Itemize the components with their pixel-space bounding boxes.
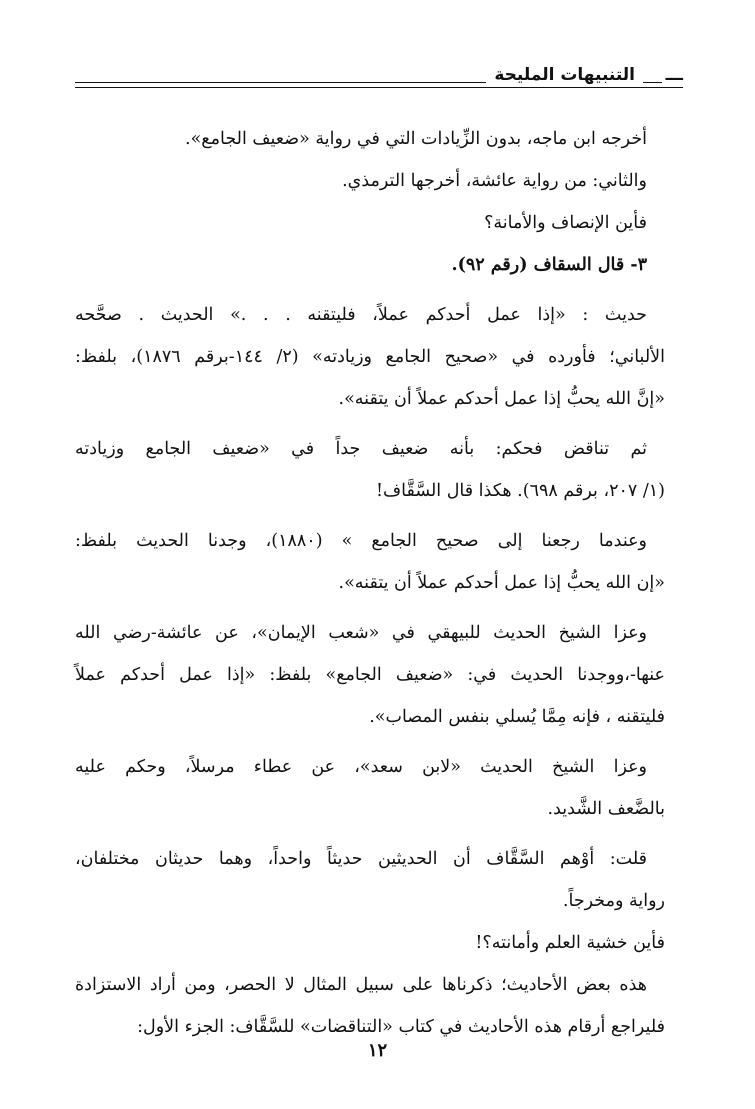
running-header-title: التنبيهات المليحة [486,64,643,86]
text-line: أخرجه ابن ماجه، بدون الزِّيادات التي في رواية «ضعيف الجامع». [185,129,647,149]
text-line: قلت: أوْهم السَّقَّاف أن الحديثين حديثاً واحداً، وهما حديثان مختلفان، [75,849,647,869]
paragraph [75,520,683,604]
text-line: وعزا الشيخ الحديث «لابن سعد»، عن عطاء مرسلاً، وحكم عليه [75,757,647,777]
paragraph [75,922,683,964]
text-line: وعندما رجعنا إلى صحيح الجامع » (١٨٨٠)، وجدنا الحديث بلفظ: [75,531,648,551]
body-text [75,118,683,1048]
text-line: فأين الإنصاف والأمانة؟ [484,213,647,233]
paragraph [75,746,683,830]
paragraph [75,202,683,244]
paragraph [75,612,683,738]
text-line: (١/ ٢٠٧، برقم ٦٩٨). هكذا قال السَّقَّاف! [375,481,665,501]
paragraph [75,160,683,202]
text-line: ثم تناقض فحكم: بأنه ضعيف جداً في «ضعيف الجامع وزيادته [75,439,647,459]
text-line: «إنَّ الله يحبُّ إذا عمل أحدكم عملاً أن يتقنه». [338,389,665,409]
text-line: وعزا الشيخ الحديث للبيهقي في «شعب الإيمان»، عن عائشة-رضي الله [75,623,647,643]
text-line: فليتقنه ، فإنه مِمَّا يُسلي بنفس المصاب». [369,707,665,727]
numbered-heading: ٣- قال السقاف (رقم ٩٢). [451,255,647,275]
text-line: رواية ومخرجاً. [562,891,665,911]
running-header [75,62,683,92]
text-line: هذه بعض الأحاديث؛ ذكرناها على سبيل المثال لا الحصر، ومن أراد الاستزادة [75,975,647,995]
paragraph [75,294,683,420]
header-dash: ـــ [662,64,683,86]
paragraph [75,838,683,922]
paragraph [75,244,683,286]
text-line: «إن الله يحبُّ إذا عمل أحدكم عملاً أن يتقنه». [338,573,665,593]
page-number: ١٢ [367,1040,388,1061]
text-line: فأين خشية العلم وأمانته؟! [475,933,665,953]
header-rule-double [75,87,683,88]
text-line: الألباني؛ فأورده في «صحيح الجامع وزيادته» (٢/ ١٤٤-برقم ١٨٧٦)، بلفظ: [75,347,666,367]
text-line: حديث : «إذا عمل أحدكم عملاً، فليتقنه . . .» الحديث . صحَّحه [75,305,647,325]
text-line: بالضَّعف الشَّديد. [547,799,665,819]
paragraph [75,964,683,1048]
paragraph [75,118,683,160]
text-line: والثاني: من رواية عائشة، أخرجها الترمذي. [342,171,647,191]
text-line: فليراجع أرقام هذه الأحاديث في كتاب «التناقضات» للسَّقَّاف: الجزء الأول: [137,1017,665,1037]
paragraph [75,428,683,512]
text-line: عنها-،ووجدنا الحديث في: «ضعيف الجامع» بلفظ: «إذا عمل أحدكم عملاً [75,665,665,685]
